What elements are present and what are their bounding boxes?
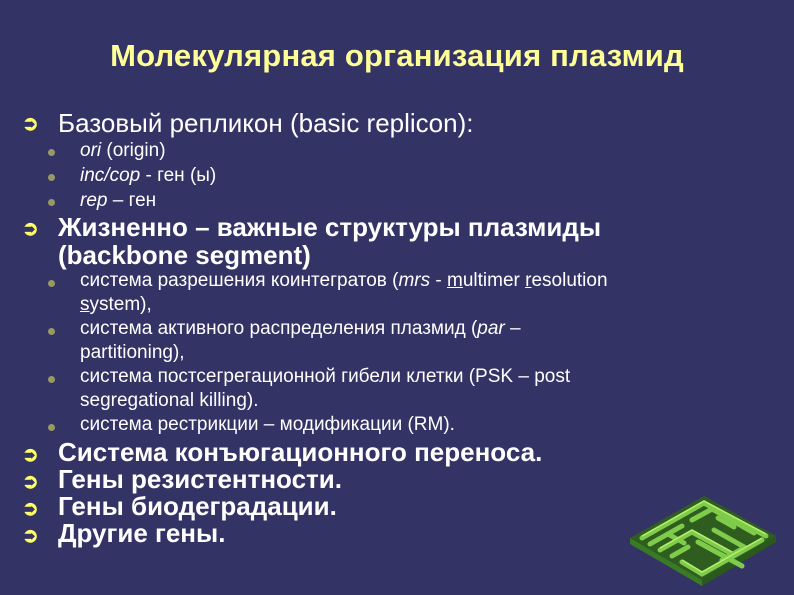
backbone-mrs-cont: system), [80,294,152,315]
dot-icon [48,424,55,431]
conjugation-heading: Система конъюгационного переноса. [58,437,543,467]
curved-arrow-icon: ➲ [22,498,39,520]
basic-replicon-inc-cop: inc/cop - ген (ы) [80,165,217,186]
backbone-mrs: система разрешения коинтегратов (mrs - multimer resolution [80,270,608,291]
backbone-psk-cont: segregational killing). [80,390,259,411]
slide-title: Молекулярная организация плазмид [110,38,684,73]
dot-icon [48,376,55,383]
basic-replicon-ori: ori (origin) [80,140,166,161]
other-genes-heading: Другие гены. [58,518,226,548]
backbone-rm: система рестрикции – модификации (RM). [80,414,455,435]
backbone-psk: система постсегрегационной гибели клетки (PSK – post [80,366,571,387]
dot-icon [48,280,55,287]
resistance-heading: Гены резистентности. [58,464,342,494]
biodegradation-heading: Гены биодеградации. [58,491,337,521]
dot-icon [48,328,55,335]
dot-icon [48,149,55,156]
backbone-par-cont: partitioning), [80,342,185,363]
backbone-heading-line1: Жизненно – важные структуры плазмиды [58,212,602,242]
maze-illustration [622,490,782,588]
curved-arrow-icon: ➲ [22,444,39,466]
curved-arrow-icon: ➲ [22,218,39,240]
backbone-par: система активного распределения плазмид (par – [80,318,521,339]
dot-icon [48,199,55,206]
curved-arrow-icon: ➲ [22,113,39,135]
dot-icon [48,174,55,181]
basic-replicon-rep: rep – ген [80,190,157,211]
basic-replicon-heading: Базовый репликон (basic replicon): [58,108,474,138]
backbone-heading-line2: (backbone segment) [58,240,311,270]
curved-arrow-icon: ➲ [22,471,39,493]
curved-arrow-icon: ➲ [22,525,39,547]
